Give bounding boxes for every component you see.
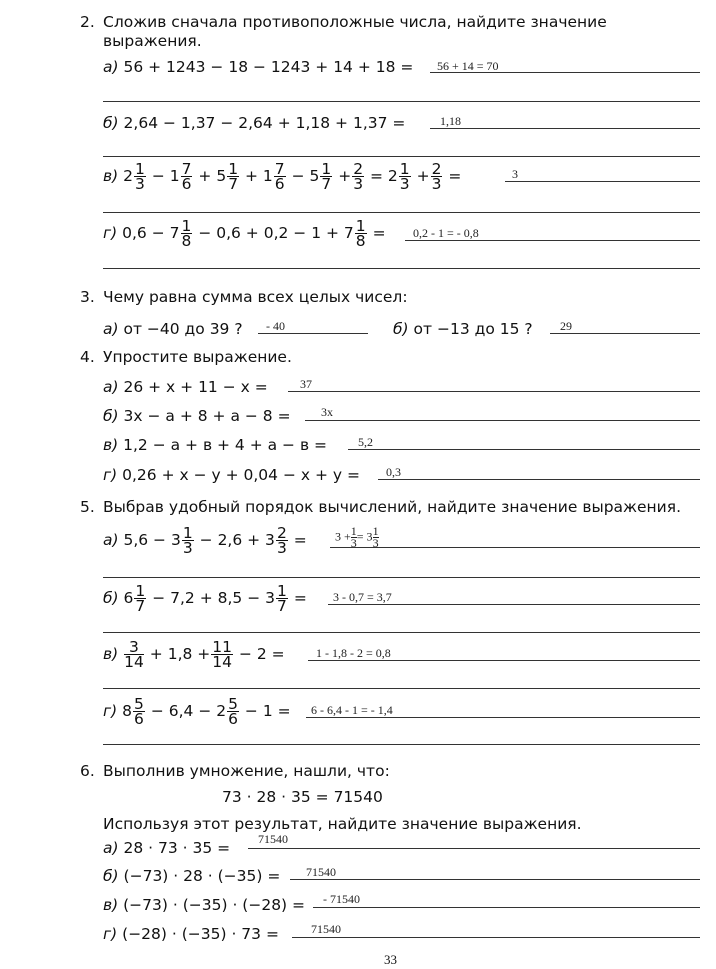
task-2c xyxy=(103,162,461,191)
task-6-number: 6. xyxy=(80,762,95,780)
expression-part: 2 xyxy=(123,167,133,185)
expression-part: = xyxy=(293,589,307,607)
task-4c xyxy=(103,436,327,454)
item-label: в) xyxy=(103,896,119,914)
expression-part: + xyxy=(338,167,352,185)
task-5-number: 5. xyxy=(80,498,95,516)
fraction: $\frac{1}{3}$ xyxy=(182,524,193,557)
task-6-title: Выполнив умножение, нашли, что: xyxy=(103,762,390,780)
fraction: $\frac{5}{6}$ xyxy=(228,695,238,728)
answer-line xyxy=(348,449,700,450)
fraction: $\frac{1}{3}$ xyxy=(399,160,410,193)
task-2-title-line2: выражения. xyxy=(103,32,202,50)
answer-4a[interactable]: 37 xyxy=(300,377,312,391)
fraction: $\frac{5}{6}$ xyxy=(134,695,144,728)
answer-line xyxy=(308,660,700,661)
answer-line xyxy=(248,848,700,849)
answer-5d[interactable]: 6 - 6,4 - 1 = - 1,4 xyxy=(311,703,393,717)
expression: (−73) · (−35) · (−28) = xyxy=(123,896,306,914)
fraction: $\frac{2}{3}$ xyxy=(431,160,442,193)
task-2a xyxy=(103,58,413,76)
answer-line xyxy=(305,420,700,421)
answer-line xyxy=(405,240,700,241)
answer-line xyxy=(292,937,700,938)
answer-line xyxy=(103,156,700,157)
task-5a xyxy=(103,526,307,555)
task-4-number: 4. xyxy=(80,348,95,366)
item-label: а) xyxy=(103,839,119,857)
answer-line xyxy=(505,181,700,182)
answer-4b[interactable]: 3x xyxy=(321,405,333,419)
answer-2a[interactable]: 56 + 14 = 70 xyxy=(437,59,499,73)
expression: 26 + x + 11 − x = xyxy=(123,378,268,396)
expression: 28 · 73 · 35 = xyxy=(123,839,231,857)
task-4d xyxy=(103,466,360,484)
task-6a xyxy=(103,839,230,857)
fraction: $\frac{7}{6}$ xyxy=(181,160,192,193)
expression-part: 5,6 − 3 xyxy=(123,531,181,549)
answer-line xyxy=(430,72,700,73)
expression-part: − 2,6 + 3 xyxy=(199,531,275,549)
item-label: а) xyxy=(103,320,119,338)
item-label: г) xyxy=(103,925,118,943)
answer-line xyxy=(378,479,700,480)
fraction: $\frac{1}{7}$ xyxy=(228,160,239,193)
expression-part: 6 xyxy=(123,589,134,607)
answer-5a[interactable]: 3 + $\frac{1}{3}$ = 3 $\frac{1}{3}$ xyxy=(335,524,379,550)
answer-line xyxy=(103,688,700,689)
answer-line xyxy=(103,268,700,269)
fraction: $\frac{7}{6}$ xyxy=(274,160,285,193)
item-label: в) xyxy=(103,167,119,185)
answer-5b[interactable]: 3 - 0,7 = 3,7 xyxy=(333,590,392,604)
task-3a xyxy=(103,320,243,338)
expression-part: + xyxy=(416,167,430,185)
answer-3b[interactable]: 29 xyxy=(560,319,572,333)
fraction: $\frac{1}{7}$ xyxy=(277,582,287,615)
expression: (−73) · 28 · (−35) = xyxy=(123,867,281,885)
item-label: б) xyxy=(103,407,119,425)
expression: 56 + 1243 − 18 − 1243 + 14 + 18 = xyxy=(123,58,414,76)
item-label: г) xyxy=(103,466,118,484)
answer-line xyxy=(103,101,700,102)
answer-line xyxy=(313,907,700,908)
answer-6d[interactable]: 71540 xyxy=(311,922,341,936)
task-5c xyxy=(103,640,285,669)
task-6d xyxy=(103,925,279,943)
answer-fraction: $\frac{1}{3}$ xyxy=(350,524,357,550)
expression-part: = 2 xyxy=(370,167,398,185)
expression: 0,26 + x − y + 0,04 − x + y = xyxy=(122,466,360,484)
fraction: $\frac{1}{8}$ xyxy=(181,217,192,250)
answer-line xyxy=(103,212,700,213)
answer-line xyxy=(306,717,700,718)
task-6b xyxy=(103,867,280,885)
expression-part: + 5 xyxy=(198,167,227,185)
task-2-title-line1: Сложив сначала противоположные числа, найдите значение xyxy=(103,13,607,31)
fraction: $\frac{11}{14}$ xyxy=(212,638,233,671)
task-5d xyxy=(103,697,291,726)
item-label: б) xyxy=(393,320,409,338)
expression-part: − 7,2 + 8,5 − 3 xyxy=(152,589,275,607)
task-5b xyxy=(103,584,307,613)
task-6c xyxy=(103,896,305,914)
answer-line xyxy=(330,547,700,548)
expression: 1,2 − a + в + 4 + a − в = xyxy=(123,436,328,454)
answer-4d[interactable]: 0,3 xyxy=(386,465,401,479)
item-label: а) xyxy=(103,378,119,396)
expression: от −13 до 15 ? xyxy=(413,320,533,338)
expression-part: − 1 xyxy=(151,167,180,185)
item-label: а) xyxy=(103,58,119,76)
answer-line xyxy=(103,744,700,745)
expression-part: − 5 xyxy=(291,167,320,185)
item-label: а) xyxy=(103,531,119,549)
answer-2c[interactable]: 3 xyxy=(512,167,518,181)
answer-line xyxy=(103,577,700,578)
task-3-number: 3. xyxy=(80,288,95,306)
fraction: $\frac{2}{3}$ xyxy=(276,524,287,557)
expression-part: − 1 = xyxy=(244,702,291,720)
task-5-title: Выбрав удобный порядок вычислений, найдите значение выражения. xyxy=(103,498,682,516)
item-label: в) xyxy=(103,645,119,663)
answer-2d[interactable]: 0,2 - 1 = - 0,8 xyxy=(413,226,479,240)
answer-6c[interactable]: - 71540 xyxy=(323,892,360,906)
expression-part: = xyxy=(293,531,307,549)
item-label: б) xyxy=(103,589,119,607)
task-2d xyxy=(103,219,386,248)
item-label: б) xyxy=(103,114,119,132)
expression: (−28) · (−35) · 73 = xyxy=(122,925,279,943)
item-label: в) xyxy=(103,436,119,454)
task-6-instruction: Используя этот результат, найдите значение выражения. xyxy=(103,815,582,833)
answer-line xyxy=(328,604,700,605)
task-4-title: Упростите выражение. xyxy=(103,348,292,366)
expression-part: = xyxy=(372,224,386,242)
fraction: $\frac{2}{3}$ xyxy=(353,160,364,193)
answer-line xyxy=(430,128,700,129)
expression-part: 8 xyxy=(122,702,133,720)
answer-6b[interactable]: 71540 xyxy=(306,865,336,879)
expression-part: − 6,4 − 2 xyxy=(150,702,227,720)
answer-2b[interactable]: 1,18 xyxy=(440,114,461,128)
expression-part: + 1 xyxy=(245,167,273,185)
answer-line xyxy=(258,333,368,334)
expression-part: − 2 = xyxy=(238,645,285,663)
expression: от −40 до 39 ? xyxy=(123,320,243,338)
answer-line xyxy=(288,391,700,392)
answer-line xyxy=(103,632,700,633)
fraction: $\frac{1}{8}$ xyxy=(355,217,366,250)
fraction: $\frac{1}{7}$ xyxy=(135,582,146,615)
task-2b xyxy=(103,114,405,132)
task-4b xyxy=(103,407,291,425)
answer-fraction: $\frac{1}{3}$ xyxy=(372,524,379,550)
fraction: $\frac{3}{14}$ xyxy=(124,638,144,671)
expression-part: = xyxy=(448,167,462,185)
expression: 3x − a + 8 + a − 8 = xyxy=(123,407,291,425)
expression: 2,64 − 1,37 − 2,64 + 1,18 + 1,37 = xyxy=(123,114,406,132)
answer-3a[interactable]: - 40 xyxy=(266,319,285,333)
fraction: $\frac{1}{3}$ xyxy=(135,160,145,193)
answer-line xyxy=(290,879,700,880)
fraction: $\frac{1}{7}$ xyxy=(321,160,332,193)
task-3-title: Чему равна сумма всех целых чисел: xyxy=(103,288,408,306)
answer-line xyxy=(550,333,700,334)
answer-5c[interactable]: 1 - 1,8 - 2 = 0,8 xyxy=(316,646,391,660)
expression-part: + 1,8 + xyxy=(149,645,211,663)
task-2-number: 2. xyxy=(80,13,95,31)
item-label: г) xyxy=(103,702,118,720)
task-6-given: 73 · 28 · 35 = 71540 xyxy=(222,788,383,806)
expression-part: 0,6 − 7 xyxy=(122,224,180,242)
item-label: г) xyxy=(103,224,118,242)
answer-4c[interactable]: 5,2 xyxy=(358,435,373,449)
answer-6a[interactable]: 71540 xyxy=(258,832,288,846)
item-label: б) xyxy=(103,867,119,885)
task-4a xyxy=(103,378,268,396)
task-3b xyxy=(393,320,533,338)
expression-part: − 0,6 + 0,2 − 1 + 7 xyxy=(198,224,354,242)
page-number: 33 xyxy=(384,952,397,967)
